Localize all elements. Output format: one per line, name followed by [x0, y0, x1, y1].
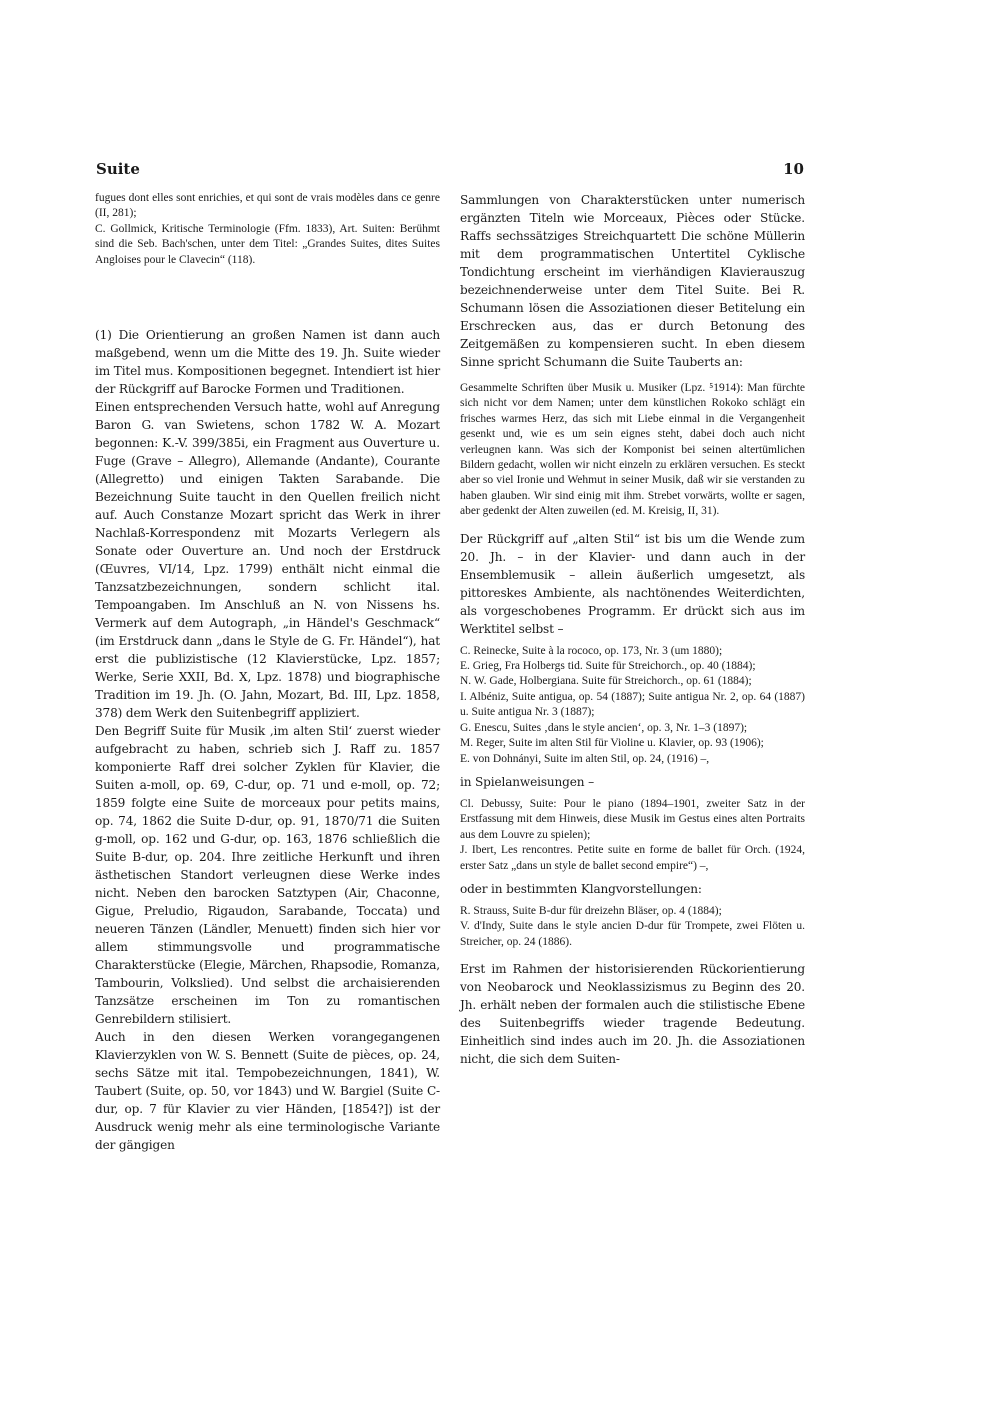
list-item: G. Enescu, Suites ‚dans le style ancien‘, op. 3, Nr. 1–3 (1897); [460, 721, 748, 734]
work-list [460, 644, 805, 767]
running-head-title: Suite [96, 160, 140, 178]
list-item: M. Reger, Suite im alten Stil für Violine u. Klavier, op. 93 (1906); [460, 737, 764, 750]
quote-block: C. Gollmick, Kritische Terminologie (Ffm. 1833), Art. Suiten: Berühmt sind die Seb. Bach'schen, unter dem Titel: „Grandes Suites, dites Suites Angloises pour le Clavecin“ (118). [95, 222, 440, 266]
left-column [95, 191, 440, 1154]
body-paragraph: Einen entsprechenden Versuch hatte, wohl auf Anregung Baron G. van Swietens, schon 1782 W. A. Mozart begonnen: K.-V. 399/385i, ein Fragment aus Ouverture u. Fuge (Grave – Allegro), Allemande (Andante), Courante (Allegretto) und einigen Takten Sarabande. Die Bezeichnung Suite taucht in den Quellen freilich nicht auf. Auch Constanze Mozart spricht das Werk in ihrer Nachlaß-Korrespondenz mit Mozarts Verlegern als Sonate oder Ouverture an. Und noch der Erstdruck (Œuvres, VI/14, Lpz. 1799) enthält nicht einmal die Tanzsatzbezeichnungen, sondern schlicht ital. Tempoangaben. Im Anschluß an N. von Nissens hs. Vermerk auf dem Autograph, „in Händel's Geschmack“ (im Erstdruck dann „dans le Style de G. Fr. Händel“), hat erst die publizistische (12 Klavierstücke, Lpz. 1857; Werke, Serie XXII, Bd. X, Lpz. 1878) und biographische Tradition im 19. Jh. (O. Jahn, Mozart, Bd. III, Lpz. 1858, 378) dem Werk den Suitenbegriff appliziert. [95, 400, 440, 721]
quote-block: fugues dont elles sont enrichies, et qui sont de vrais modèles dans ce genre (II, 281); [95, 192, 440, 220]
list-item: E. von Dohnányi, Suite im alten Stil, op. 24, (1916) –, [460, 752, 710, 765]
work-list [460, 904, 805, 950]
body-paragraph: oder in bestimmten Klangvorstellungen: [460, 881, 702, 896]
body-paragraph: Erst im Rahmen der historisierenden Rückorientierung von Neobarock und Neoklassizismus zu Beginn des 20. Jh. erhält neben der formalen auch die stilistische Ebene des Suitenbegriffs wieder tragende Bedeutung. Einheitlich sind indes auch im 20. Jh. die Assoziationen nicht, die sich dem Suiten- [460, 962, 805, 1067]
work-list [460, 797, 805, 874]
list-item: N. W. Gade, Holbergiana. Suite für Streichorch., op. 61 (1884); [460, 675, 752, 688]
body-paragraph: Den Begriff Suite für Musik ‚im alten Stil‘ zuerst wieder aufgebracht zu haben, schrieb sich J. Raff zu. 1857 komponierte Raff drei solcher Zyklen für Klavier, die Suiten a-moll, op. 69, C-dur, op. 71 und e-moll, op. 72; 1859 folgte eine Suite de morceaux pour petits mains, op. 74, 1862 die Suite D-dur, op. 91, 1870/71 die Suiten g-moll, op. 162 und G-dur, op. 163, 1876 schließlich die Suite B-dur, op. 204. Ihre zeitliche Herkunft und ihren ästhetischen Standort verleugnen diese Werke indes nicht. Neben den barocken Satztypen (Air, Chaconne, Gigue, Preludio, Rigaudon, Sarabande, Toccata) und neueren Tänzen (Ländler, Menuett) finden sich hier vor allem stimmungsvolle und programmatische Charakterstücke (Elegie, Märchen, Rhapsodie, Romanza, Tambourin, Volkslied). Und selbst die archaisierenden Tanzsätze erscheinen im Ton zu romantischen Genrebildern stilisiert. [95, 724, 440, 1027]
body-paragraph: in Spielanweisungen – [460, 774, 595, 789]
page-number: 10 [783, 160, 804, 178]
list-item: I. Albéniz, Suite antigua, op. 54 (1887); Suite antigua Nr. 2, op. 64 (1887) u. Suite antigua Nr. 3 (1887); [460, 690, 805, 719]
list-item: V. d'Indy, Suite dans le style ancien D-dur für Trompete, zwei Flöten u. Streicher, op. 24 (1886). [460, 920, 805, 948]
list-item: J. Ibert, Les rencontres. Petite suite en forme de ballet für Orch. (1924, erster Satz „dans un style de ballet second empire“) –, [460, 844, 805, 872]
body-paragraph: Sammlungen von Charakterstücken unter numerisch ergänzten Titeln wie Morceaux, Pièces oder Stücke. Raffs sechssätziges Streichquartett Die schöne Müllerin mit dem programmatischen Untertitel Cyklische Tondichtung erscheint im vierhändigen Klavierauszug bezeichnenderweise unter dem Titel Suite. Bei R. Schumann lösen die Assoziationen dieser Betitelung ein Erschrecken aus, das er durch Betonung des Zeitgemäßen zu kompensieren sucht. In eben diesem Sinne spricht Schumann die Suite Tauberts an: [460, 193, 805, 369]
list-item: E. Grieg, Fra Holbergs tid. Suite für Streichorch., op. 40 (1884); [460, 660, 756, 673]
list-item: Cl. Debussy, Suite: Pour le piano (1894–1901, zweiter Satz in der Erstfassung mit dem Hinweis, diese Musik im Gestus eines alten Portraits aus dem Louvre zu spielen); [460, 797, 805, 841]
list-item: C. Reinecke, Suite à la rococo, op. 173, Nr. 3 (um 1880); [460, 644, 723, 657]
quote-block: Gesammelte Schriften über Musik u. Musiker (Lpz. ⁵1914): Man fürchte sich nicht vor dem Namen; unter dem künstlichen Rokoko schlägt ein frisches warmes Herz, das sich mit Liebe einmal in die Vergangenheit gesenkt und, wie es um sein eignes steht, dabei doch auch nicht verleugnen kann. Was sich der Komponist bei seinen altertümlichen Bildern gedacht, wollen wir nicht einzeln zu erklären versuchen. Es steckt aber so viel Ironie und Wehmut in seiner Musik, daß wir sie verstanden zu haben glauben. Wir sind einig mit ihm. Strebet vorwärts, wollte er sagen, aber gedenkt der Alten zuweilen (ed. M. Kreisig, II, 31). [460, 382, 805, 518]
right-column [460, 191, 805, 1068]
body-paragraph: (1) Die Orientierung an großen Namen ist dann auch maßgebend, wenn um die Mitte des 19. Jh. Suite wieder im Titel mus. Kompositionen begegnet. Intendiert ist hier der Rückgriff auf Barocke Formen und Traditionen. [95, 328, 440, 397]
body-paragraph: Auch in den diesen Werken vorangegangenen Klavierzyklen von W. S. Bennett (Suite de pièces, op. 24, sechs Sätze mit ital. Tempobezeichnungen, 1841), W. Taubert (Suite, op. 50, vor 1843) und W. Bargiel (Suite C-dur, op. 7 für Klavier zu vier Händen, [1854?]) ist der Ausdruck wenig mehr als eine terminologische Variante der gängigen [95, 1030, 440, 1153]
section-spacer [95, 268, 440, 326]
list-item: R. Strauss, Suite B-dur für dreizehn Bläser, op. 4 (1884); [460, 904, 722, 917]
body-paragraph: Der Rückgriff auf „alten Stil“ ist bis um die Wende zum 20. Jh. – in der Klavier- und dann auch in der Ensemblemusik – allein äußerlich umgesetzt, als pittoreskes Ambiente, als nachtönendes Weiterdichten, als vorgeschobenes Programm. Er drückt sich aus im Werktitel selbst – [460, 531, 805, 636]
